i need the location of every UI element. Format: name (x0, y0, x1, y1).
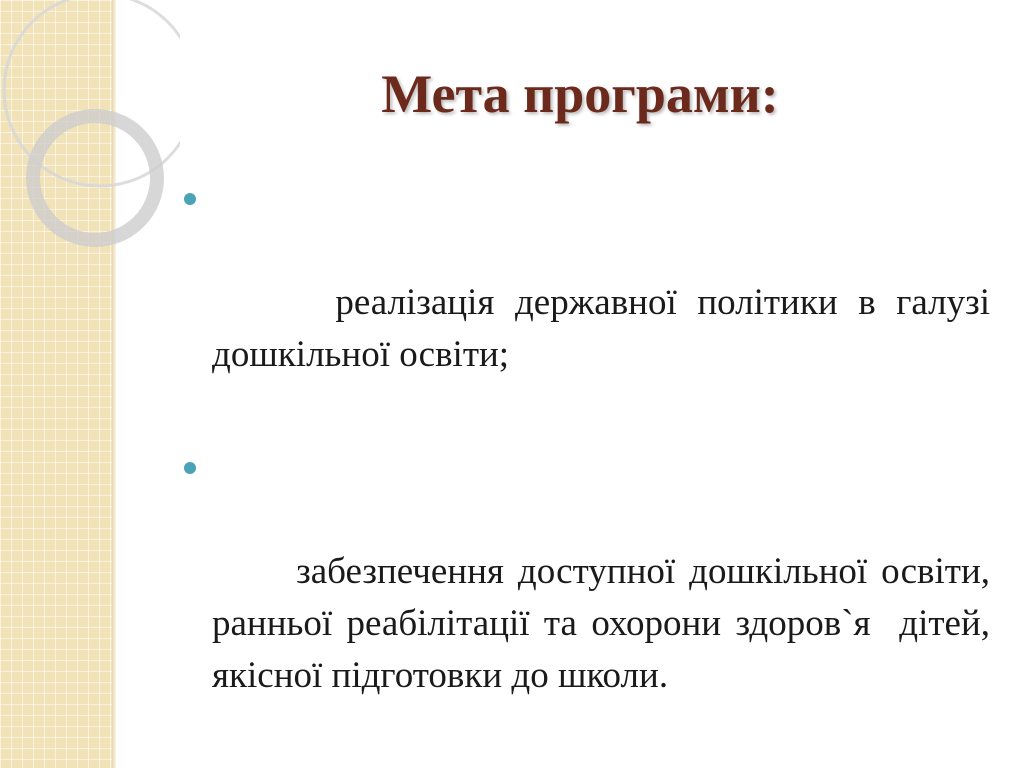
bullet-dot-icon (184, 193, 196, 205)
slide-title: Мета програми: (381, 64, 779, 124)
decorative-circles (0, 0, 180, 300)
bullet-item (180, 442, 1000, 754)
bullet-text: забезпечення доступної дошкільної освіти, ранньої реабілітації та охорони здоров`я дітей, якісної підготовки до школи. (212, 551, 1000, 696)
bullet-item (180, 173, 1000, 433)
bullet-text: реалізація державної політики в галузі дошкільної освіти; (212, 282, 1000, 375)
bullet-list (180, 173, 1000, 763)
bullet-dot-icon (184, 462, 196, 474)
